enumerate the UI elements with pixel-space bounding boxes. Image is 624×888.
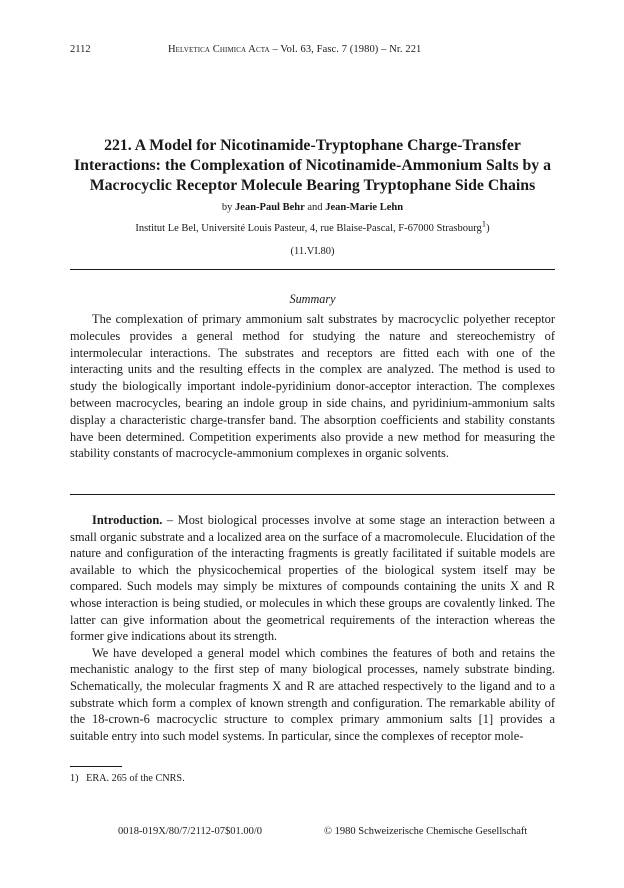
by-label: by	[221, 202, 233, 213]
summary-top-rule	[70, 269, 555, 270]
introduction-section	[70, 512, 555, 744]
volume-info: – Vol. 63, Fasc. 7 (1980) – Nr. 221	[269, 44, 422, 55]
footnote-ref-close: )	[486, 223, 490, 234]
intro-paragraph-2: We have developed a general model which combines the features of both and retains the mechanistic analogy to the first step of many biological processes, namely substrate binding. Schematically, the molecular fragments X and R are attached respectively to the ligand and to a substrate which form a complex of known strength and configuration. The remarkable ability of the 18-crown-6 macrocyclic structure to complex primary ammonium salts [1] provides a suitable entry into such model systems. In particular, since the complexes of receptor mole-	[70, 645, 555, 743]
journal-citation	[168, 44, 421, 55]
institution-text: Institut Le Bel, Université Louis Pasteur, 4, rue Blaise-Pascal, F-67000 Strasbourg	[135, 223, 482, 234]
article-title: 221. A Model for Nicotinamide-Tryptophane Charge-Transfer Interactions: the Complexation of Nicotinamide-Ammonium Salts by a Macrocyclic Receptor Molecule Bearing Tryptophane Side Chains	[74, 137, 551, 194]
summary-bottom-rule	[70, 494, 555, 495]
footer-code: 0018-019X/80/7/2112-07$01.00/0	[118, 826, 262, 837]
intro-heading: Introduction.	[92, 513, 163, 527]
and-label: and	[307, 202, 323, 213]
summary-heading: Summary	[289, 292, 336, 306]
received-date: (11.VI.80)	[290, 246, 335, 257]
footnote-mark: 1	[70, 773, 76, 784]
intro-paragraph-1	[70, 512, 555, 645]
intro-paragraph-1-text: – Most biological processes involve at some stage an interaction between a small organic substrate and a localized area on the surface of a macromolecule. Elucidation of the nature and configuration of the interacting fragments is greatly facilitated if suitable models are available to which the physicochemical properties of the biological system itself may be compared. Such models may simply be mixtures of compounds containing the units X and R whose interaction is being studied, or molecules in which these groups are covalently linked. The latter can give information about the geometrical requirements of the interaction whereas the former give indications about its strength.	[70, 513, 555, 644]
footnote-text: ERA. 265 of the CNRS.	[86, 773, 185, 784]
running-header	[70, 44, 555, 60]
footnote-rule	[70, 766, 122, 767]
page-number: 2112	[70, 44, 91, 55]
footnote-mark-close: )	[75, 773, 79, 784]
footnote	[70, 773, 185, 784]
author-line	[70, 202, 555, 213]
footnote-ref: 1	[481, 218, 487, 229]
institution-line	[70, 218, 555, 234]
footer-copyright: © 1980 Schweizerische Chemische Gesellschaft	[324, 826, 528, 837]
summary-text: The complexation of primary ammonium salt substrates by macrocyclic polyether receptor molecules provides a general method for studying the nature and stereochemistry of intermolecular interactions. The substrates and receptors are fitted each with one of the interacting units and the resulting effects in the complex are analyzed. The method is used to study the biologically important indole-pyridinium donor-acceptor interaction. The complexes between macrocycles, bearing an indole group in side chains, and pyridinium-ammonium salts display a characteristic charge-transfer band. The absorption coefficients and stability constants have been determined. Competition experiments also provide a new method for measuring the stability constants of macrocycle-ammonium complexes in organic solvents.	[70, 312, 555, 461]
journal-name: Helvetica Chimica Acta	[168, 44, 270, 55]
author-behr: Jean-Paul Behr	[235, 202, 305, 213]
author-lehn: Jean-Marie Lehn	[325, 202, 404, 213]
